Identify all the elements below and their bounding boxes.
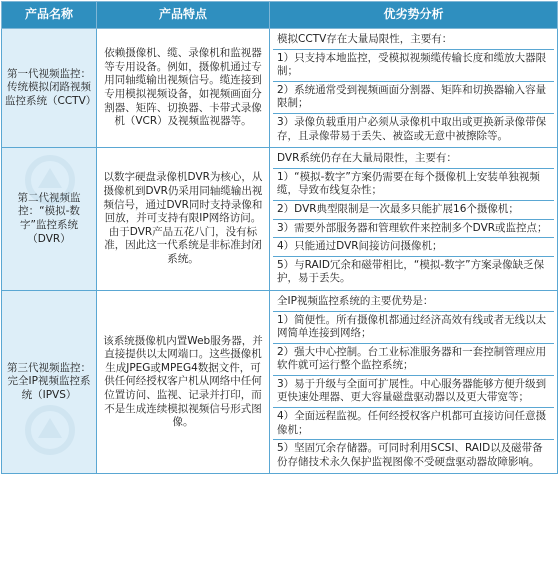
generation-name: 第三代视频监控：完全IP视频监控系统（IPVS） bbox=[2, 290, 97, 474]
analysis-cell bbox=[270, 29, 558, 148]
header-pros-cons: 优劣势分析 bbox=[270, 2, 558, 29]
analysis-item: 3）需要外部服务器和管理软件来控制多个DVR或监控点； bbox=[273, 220, 554, 239]
watermark-logo bbox=[20, 150, 80, 210]
header-product-name: 产品名称 bbox=[2, 2, 97, 29]
generation-name: 第二代视频监控：“模拟-数字”监控系统（DVR） bbox=[2, 148, 97, 291]
analysis-item: 1）“模拟-数字”方案仍需要在每个摄像机上安装单独视频缆，导致布线复杂性； bbox=[273, 169, 554, 201]
header-product-feature: 产品特点 bbox=[97, 2, 270, 29]
analysis-item: 1）只支持本地监控，受模拟视频缆传输长度和缆放大器限制； bbox=[273, 50, 554, 82]
watermark-logo bbox=[20, 400, 80, 460]
analysis-intro: DVR系统仍存在大量局限性，主要有： bbox=[273, 150, 554, 169]
table-row bbox=[2, 29, 558, 148]
generation-name: 第一代视频监控：传统模拟闭路视频监控系统（CCTV） bbox=[2, 29, 97, 148]
analysis-item: 4）只能通过DVR间接访问摄像机； bbox=[273, 238, 554, 257]
analysis-item: 2）系统通常受到视频画面分割器、矩阵和切换器输入容量限制； bbox=[273, 82, 554, 114]
product-feature: 依赖摄像机、缆、录像机和监视器等专用设备。例如，摄像机通过专用同轴缆输出视频信号。缆连接到专用模拟视频设备，如视频画面分割器、矩阵、切换器、卡带式录像机（VCR）及视频监视器等。 bbox=[97, 29, 270, 148]
analysis-item: 4）全面远程监视。任何经授权客户机都可直接访问任意摄像机； bbox=[273, 408, 554, 440]
analysis-item: 2）强大中心控制。台工业标准服务器和一套控制管理应用软件就可运行整个监控系统； bbox=[273, 344, 554, 376]
analysis-item: 3）录像负载重用户必须从录像机中取出或更换新录像带保存，且录像带易于丢失、被盗或无意中被擦除等。 bbox=[277, 115, 547, 142]
analysis-intro: 模拟CCTV存在大量局限性，主要有： bbox=[273, 31, 554, 50]
table-row bbox=[2, 148, 558, 291]
analysis-cell bbox=[270, 148, 558, 291]
product-feature: 以数字硬盘录像机DVR为核心，从摄像机到DVR仍采用同轴缆输出视频信号，通过DVR同时支持录像和回放，并可支持有限IP网络访问。由于DVR产品五花八门，没有标准，因此这一代系统是非标准封闭系统。 bbox=[97, 148, 270, 291]
analysis-item: 5）与RAID冗余和磁带相比，“模拟-数字”方案录像缺乏保护，易于丢失。 bbox=[277, 258, 545, 285]
analysis-cell bbox=[270, 290, 558, 474]
comparison-table bbox=[1, 1, 558, 474]
analysis-item: 5）坚固冗余存储器。可同时利用SCSI、RAID以及磁带备份存储技术永久保护监视图像不受硬盘驱动器故障影响。 bbox=[277, 442, 543, 468]
analysis-item: 1）简便性。所有摄像机都通过经济高效有线或者无线以太网简单连接到网络； bbox=[273, 312, 554, 344]
analysis-intro: 全IP视频监控系统的主要优势是： bbox=[273, 293, 554, 312]
product-feature: 该系统摄像机内置Web服务器，并直接提供以太网端口。这些摄像机生成JPEG或MPEG4数据文件，可供任何经授权客户机从网络中任何位置访问、监视、记录并打印，而不是生成连续模拟视频信号形式图像。 bbox=[97, 290, 270, 474]
analysis-item: 2）DVR典型限制是一次最多只能扩展16个摄像机； bbox=[273, 201, 554, 220]
analysis-item: 3）易于升级与全面可扩展性。中心服务器能够方便升级到更快速处理器、更大容量磁盘驱动器以及更大带宽等； bbox=[273, 376, 554, 408]
header-row bbox=[2, 2, 558, 29]
table-row bbox=[2, 290, 558, 474]
